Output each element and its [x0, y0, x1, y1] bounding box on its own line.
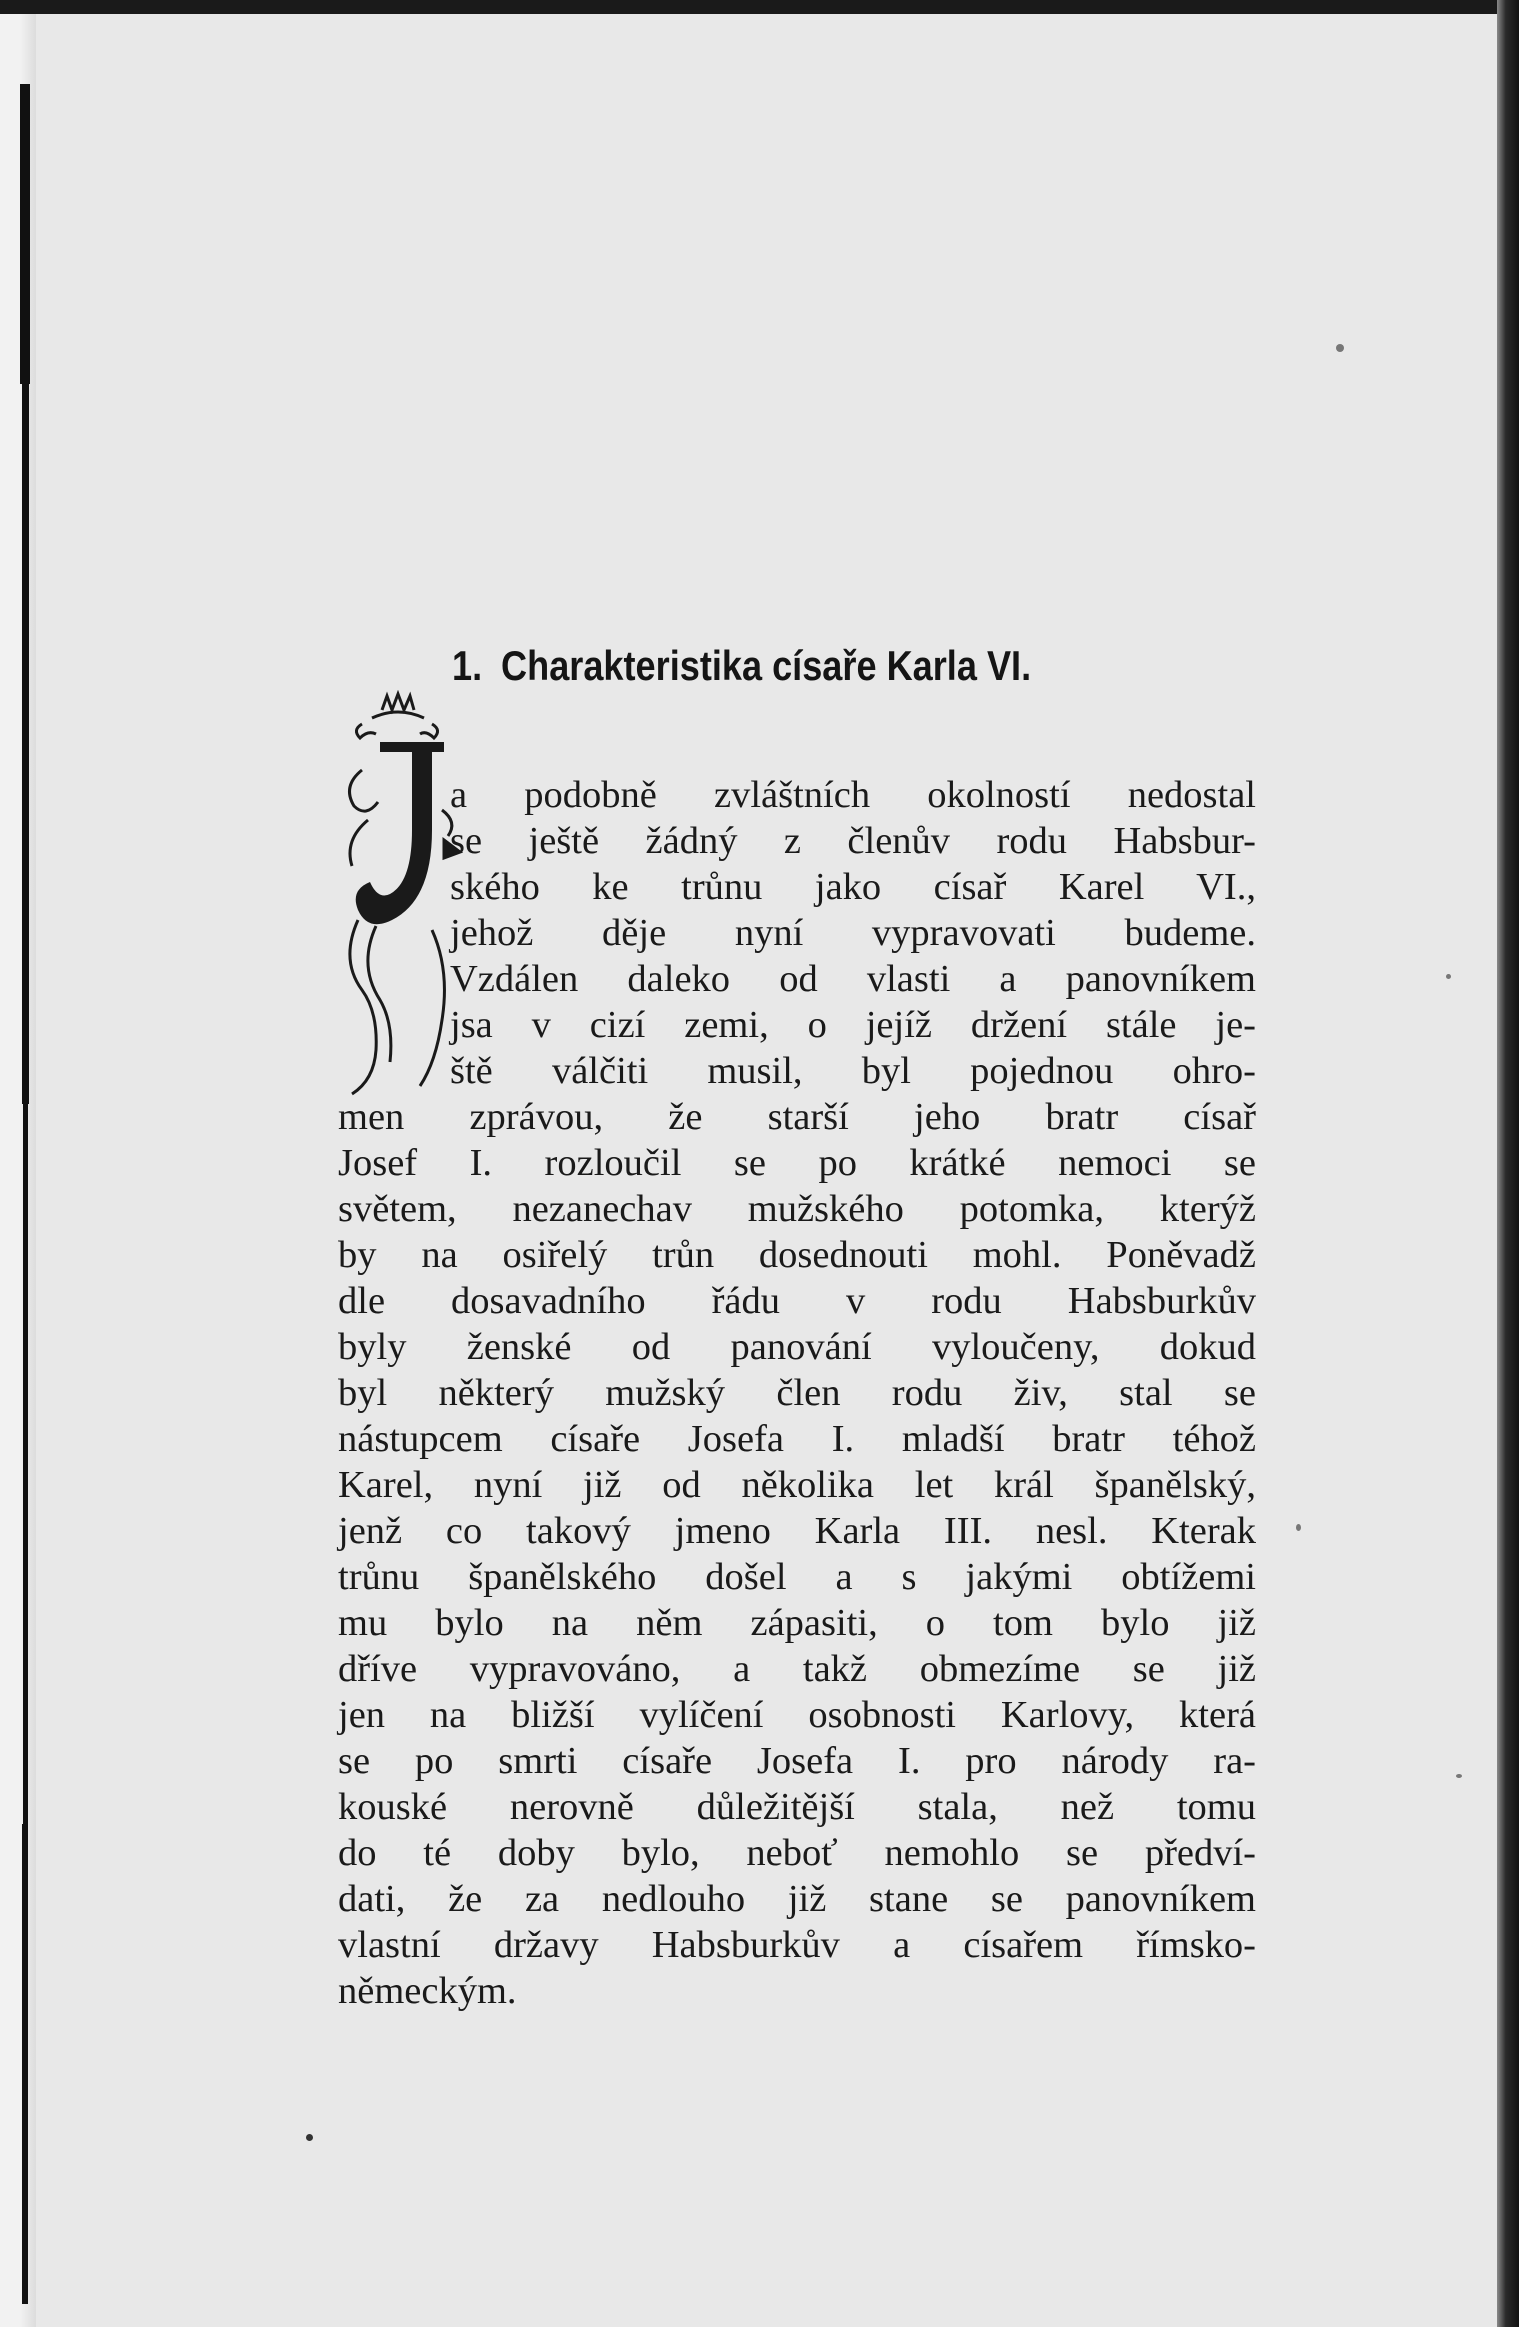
chapter-heading [452, 642, 1031, 690]
text-line: by na osiřelý trůn dosednouti mohl. Poněvadž [338, 1234, 1256, 1276]
left-margin-shadow [0, 0, 36, 2327]
text-line: jenž co takový jmeno Karla III. nesl. Kterak [338, 1510, 1256, 1552]
paper-speck [1446, 974, 1451, 979]
paper-speck [1296, 1524, 1301, 1531]
text-line: a podobně zvláštních okolností nedostal [450, 774, 1256, 816]
text-line: ště válčiti musil, byl pojednou ohro- [450, 1050, 1256, 1092]
text-line: se ještě žádný z členův rodu Habsbur- [450, 820, 1256, 862]
text-line: jen na bližší vylíčení osobnosti Karlovy, která [338, 1694, 1256, 1736]
text-line: vlastní državy Habsburkův a císařem římsko- [338, 1924, 1256, 1966]
text-line: byly ženské od panování vyloučeny, dokud [338, 1326, 1256, 1368]
text-line: men zprávou, že starší jeho bratr císař [338, 1096, 1256, 1138]
text-line: dati, že za nedlouho již stane se panovníkem [338, 1878, 1256, 1920]
text-line: Josef I. rozloučil se po krátké nemoci se [338, 1142, 1256, 1184]
text-line: Karel, nyní již od několika let král španělský, [338, 1464, 1256, 1506]
text-line: světem, nezanechav mužského potomka, kterýž [338, 1188, 1256, 1230]
text-line: německým. [338, 1970, 517, 2012]
paper-speck [1336, 344, 1344, 352]
text-line: nástupcem císaře Josefa I. mladší bratr téhož [338, 1418, 1256, 1460]
text-line: dříve vypravováno, a takž obmezíme se již [338, 1648, 1256, 1690]
text-line: byl některý mužský člen rodu živ, stal se [338, 1372, 1256, 1414]
text-line: ského ke trůnu jako císař Karel VI., [450, 866, 1256, 908]
text-line: jsa v cizí zemi, o jejíž držení stále je- [450, 1004, 1256, 1046]
paper-speck [306, 2134, 313, 2141]
top-scan-edge [0, 0, 1519, 14]
text-line: mu bylo na něm zápasiti, o tom bylo již [338, 1602, 1256, 1644]
spine-edge-mark [20, 84, 30, 384]
text-line: Vzdálen daleko od vlasti a panovníkem [450, 958, 1256, 1000]
text-line: jehož děje nyní vypravovati budeme. [450, 912, 1256, 954]
chapter-title: Charakteristika císaře Karla VI. [501, 642, 1032, 689]
paper-speck [1456, 1774, 1462, 1778]
right-scan-edge [1497, 0, 1519, 2327]
text-line: trůnu španělského došel a s jakými obtížemi [338, 1556, 1256, 1598]
chapter-number: 1. [452, 642, 483, 689]
spine-edge-mark [23, 1104, 28, 1824]
text-line: kouské nerovně důležitější stala, než tomu [338, 1786, 1256, 1828]
text-line: se po smrti císaře Josefa I. pro národy ra- [338, 1740, 1256, 1782]
text-line: do té doby bylo, neboť nemohlo se předví- [338, 1832, 1256, 1874]
spine-edge-mark [22, 1824, 28, 2304]
spine-edge-mark [22, 384, 29, 1104]
book-page [36, 14, 1497, 2327]
text-line: dle dosavadního řádu v rodu Habsburkův [338, 1280, 1256, 1322]
